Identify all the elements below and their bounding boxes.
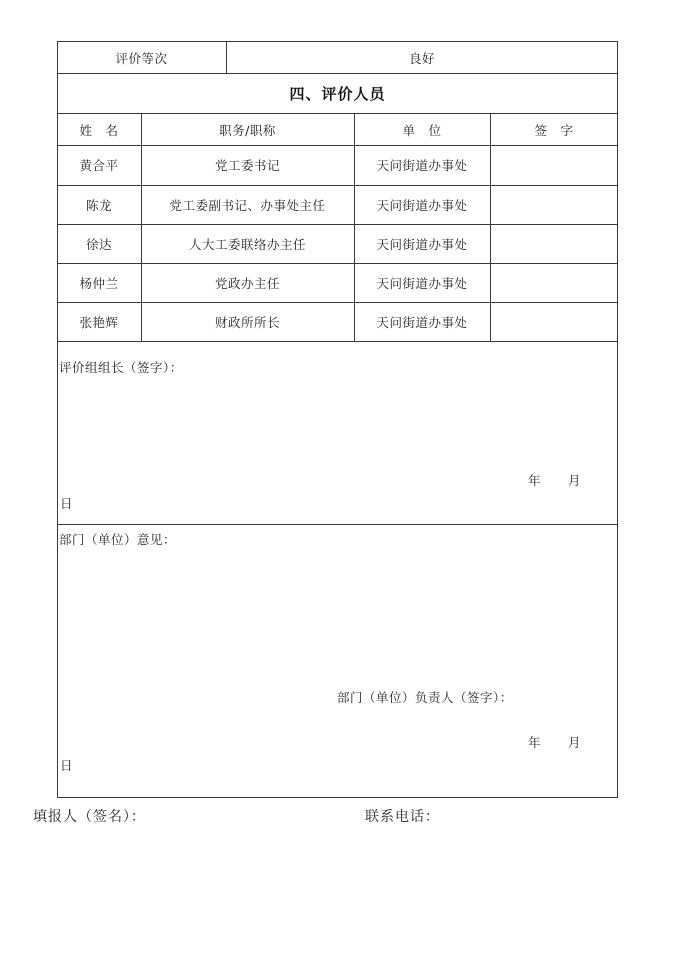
contact-phone-label: 联系电话：	[365, 809, 440, 825]
row-3-name: 徐达	[85, 236, 112, 252]
dept-day-label: 日	[60, 758, 74, 773]
row-3-position: 人大工委联络办主任	[188, 236, 306, 252]
row-2-signature	[490, 185, 618, 224]
header-position: 职务/职称	[219, 122, 276, 138]
dept-opinion-label: 部门（单位）意见：	[59, 532, 177, 547]
header-unit: 单 位	[402, 122, 442, 138]
row-2-name: 陈龙	[85, 197, 112, 213]
row-1-position: 党工委书记	[214, 158, 280, 173]
grade-label: 评价等次	[115, 50, 168, 66]
row-2-position: 党工委副书记、办事处主任	[169, 197, 326, 213]
row-3-signature	[490, 224, 618, 263]
leader-day-label: 日	[60, 496, 74, 511]
dept-month-label: 月	[568, 735, 582, 750]
row-1-name: 黄合平	[79, 158, 119, 173]
row-4-unit: 天问街道办事处	[376, 275, 468, 291]
row-5-signature	[490, 302, 618, 341]
table-border-bottom	[57, 797, 618, 798]
row-5-position: 财政所所长	[214, 314, 280, 330]
dept-year-label: 年	[528, 735, 542, 750]
row-1-signature	[490, 145, 618, 185]
leader-year-label: 年	[528, 473, 542, 488]
filler-signature-label: 填报人（签名）：	[33, 809, 146, 825]
row-4-signature	[490, 263, 618, 302]
row-4-name: 杨仲兰	[79, 275, 119, 291]
row-4-position: 党政办主任	[214, 275, 280, 291]
row-2-unit: 天问街道办事处	[376, 197, 468, 213]
header-name: 姓 名	[79, 122, 119, 138]
row-divider-leader	[57, 524, 618, 525]
leader-signature-label: 评价组组长（签字）：	[59, 360, 183, 375]
section-title: 四、评价人员	[289, 85, 386, 103]
row-1-unit: 天问街道办事处	[376, 158, 468, 173]
row-5-unit: 天问街道办事处	[376, 314, 468, 330]
row-5-name: 张艳辉	[79, 314, 119, 330]
leader-month-label: 月	[568, 473, 582, 488]
row-3-unit: 天问街道办事处	[376, 236, 468, 252]
grade-value: 良好	[408, 50, 435, 66]
header-signature: 签 字	[534, 122, 574, 138]
dept-responsible-label: 部门（单位）负责人（签字）：	[337, 690, 513, 705]
